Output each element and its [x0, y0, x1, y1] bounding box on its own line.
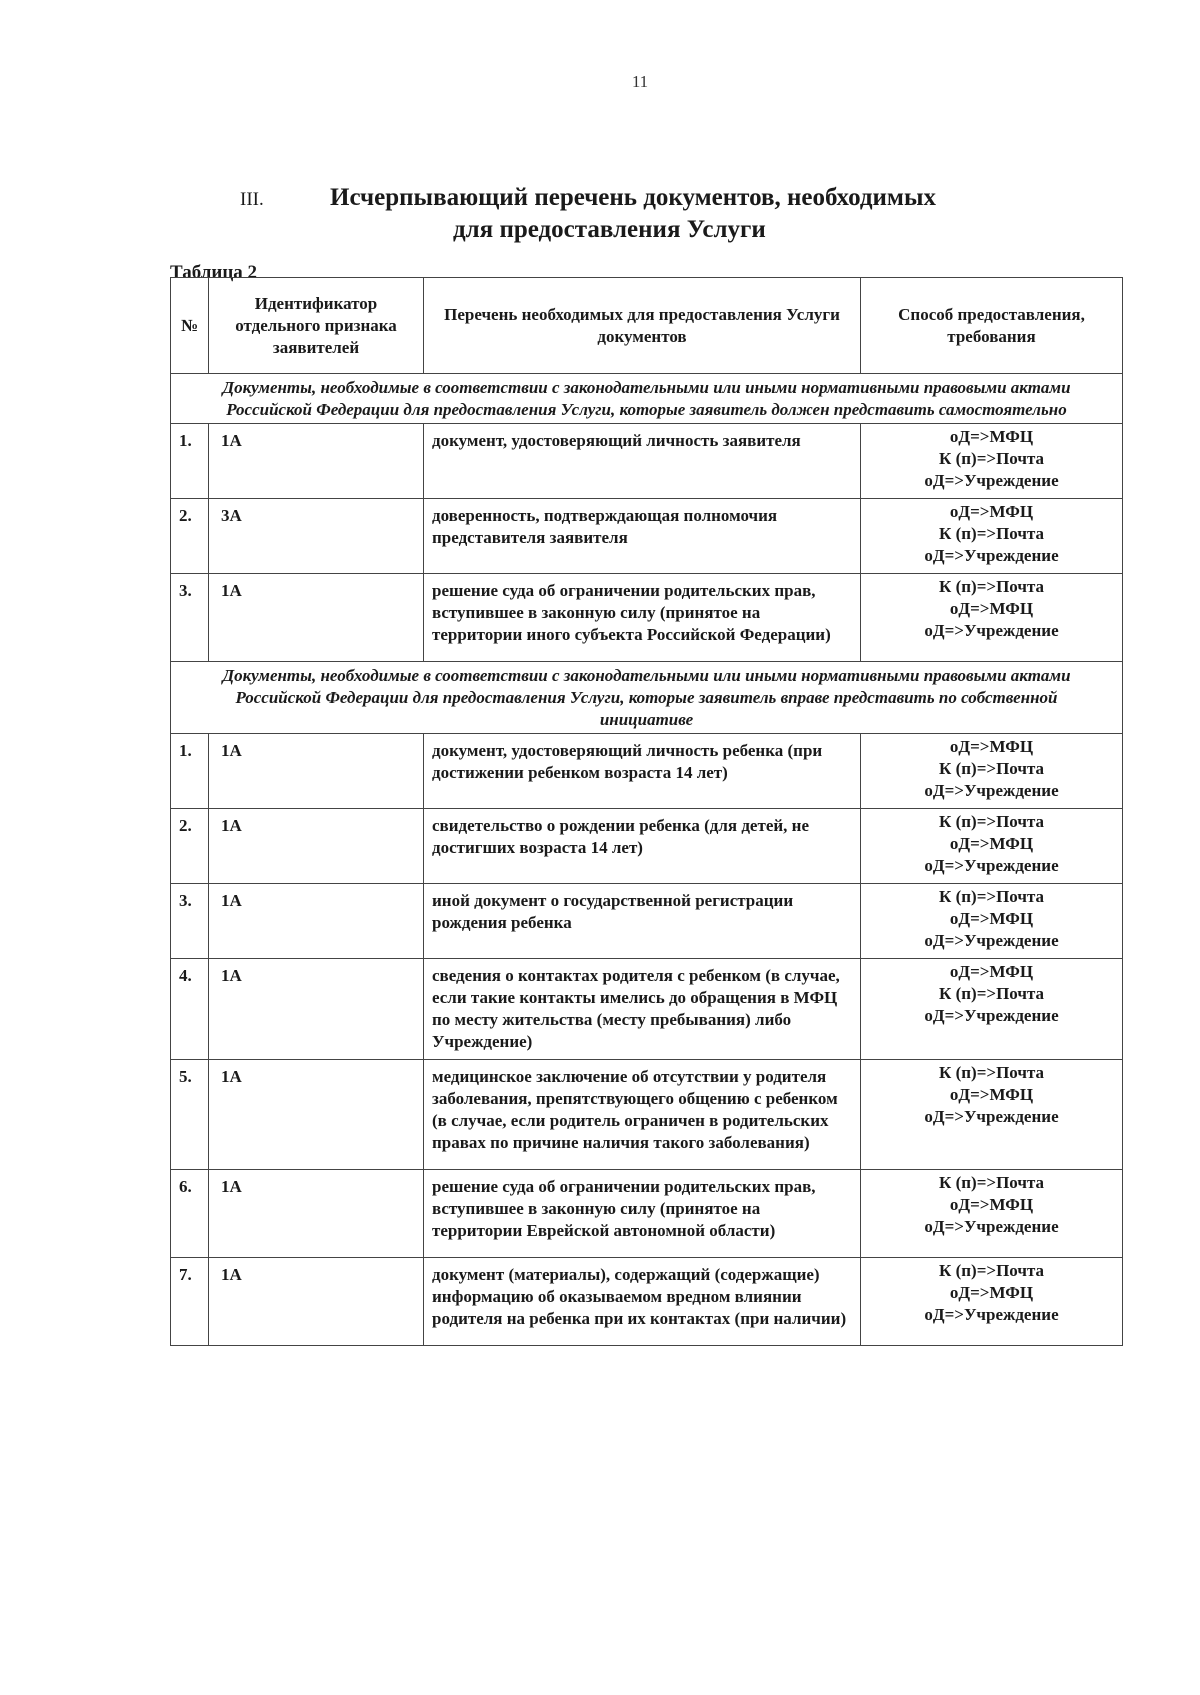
method-line: оД=>МФЦ: [949, 599, 1034, 618]
row-number: 3.: [171, 884, 209, 959]
method-line: оД=>Учреждение: [924, 781, 1059, 800]
table-header-row: [171, 278, 1123, 374]
header-number: №: [171, 278, 209, 374]
row-document: решение суда об ограничении родительских прав, вступившее в законную силу (принятое на территории иного субъекта Российской Федерации): [424, 574, 861, 662]
documents-table: [170, 277, 1123, 1346]
method-line: оД=>Учреждение: [924, 621, 1059, 640]
row-document: доверенность, подтверждающая полномочия представителя заявителя: [424, 499, 861, 574]
row-number: 3.: [171, 574, 209, 662]
row-number: 2.: [171, 499, 209, 574]
row-method: [861, 424, 1123, 499]
method-line: оД=>МФЦ: [949, 1195, 1034, 1214]
row-number: 6.: [171, 1170, 209, 1258]
table-row: [171, 574, 1123, 662]
row-identifier: 1А: [209, 574, 424, 662]
method-line: оД=>Учреждение: [924, 546, 1059, 565]
method-line: оД=>МФЦ: [949, 909, 1034, 928]
method-line: К (п)=>Почта: [939, 1261, 1044, 1280]
method-line: оД=>Учреждение: [924, 931, 1059, 950]
section-title: Документы, необходимые в соответствии с законодательными или иными нормативными правовыми актами Российской Федерации для предоставления Услуги, которые заявитель вправе представить по собственной инициативе: [171, 662, 1123, 734]
table-row: [171, 809, 1123, 884]
method-line: оД=>МФЦ: [949, 1085, 1034, 1104]
row-identifier: 1А: [209, 424, 424, 499]
header-identifier: Идентификатор отдельного признака заявителей: [209, 278, 424, 374]
row-number: 7.: [171, 1258, 209, 1346]
row-document: сведения о контактах родителя с ребенком (в случае, если такие контакты имелись до обращения в МФЦ по месту жительства (месту пребывания) либо Учреждение): [424, 959, 861, 1060]
row-document: документ (материалы), содержащий (содержащие) информацию об оказываемом вредном влиянии родителя на ребенка при их контактах (при наличии): [424, 1258, 861, 1346]
table-row: [171, 499, 1123, 574]
method-line: оД=>Учреждение: [924, 1217, 1059, 1236]
row-identifier: 1А: [209, 809, 424, 884]
method-line: оД=>МФЦ: [949, 1283, 1034, 1302]
row-document: свидетельство о рождении ребенка (для детей, не достигших возраста 14 лет): [424, 809, 861, 884]
method-line: оД=>Учреждение: [924, 1305, 1059, 1324]
row-document: решение суда об ограничении родительских прав, вступившее в законную силу (принятое на территории Еврейской автономной области): [424, 1170, 861, 1258]
table-caption: Таблица 2: [170, 262, 258, 283]
section-roman-numeral: III.: [240, 189, 264, 210]
method-line: К (п)=>Почта: [939, 449, 1044, 468]
method-line: оД=>МФЦ: [949, 962, 1034, 981]
method-line: К (п)=>Почта: [939, 984, 1044, 1003]
row-identifier: 1А: [209, 959, 424, 1060]
table-row: [171, 884, 1123, 959]
method-line: К (п)=>Почта: [939, 1173, 1044, 1192]
method-line: К (п)=>Почта: [939, 887, 1044, 906]
row-identifier: 1А: [209, 1060, 424, 1170]
method-line: К (п)=>Почта: [939, 524, 1044, 543]
table-row: [171, 734, 1123, 809]
row-method: [861, 884, 1123, 959]
row-method: [861, 1060, 1123, 1170]
row-method: [861, 1170, 1123, 1258]
method-line: оД=>МФЦ: [949, 834, 1034, 853]
table-row: [171, 1170, 1123, 1258]
row-document: медицинское заключение об отсутствии у родителя заболевания, препятствующего общению с ребенком (в случае, если родитель ограничен в родительских правах по причине наличия такого заболевания): [424, 1060, 861, 1170]
row-identifier: 3А: [209, 499, 424, 574]
method-line: К (п)=>Почта: [939, 577, 1044, 596]
row-document: документ, удостоверяющий личность ребенка (при достижении ребенком возраста 14 лет): [424, 734, 861, 809]
page-number: 11: [631, 72, 649, 91]
section-title-line1: Исчерпывающий перечень документов, необходимых: [330, 184, 936, 211]
table-row: [171, 1060, 1123, 1170]
row-identifier: 1А: [209, 884, 424, 959]
row-number: 1.: [171, 424, 209, 499]
header-documents: Перечень необходимых для предоставления Услуги документов: [424, 278, 861, 374]
method-line: К (п)=>Почта: [939, 1063, 1044, 1082]
section-row: [171, 374, 1123, 424]
row-identifier: 1А: [209, 734, 424, 809]
row-identifier: 1А: [209, 1258, 424, 1346]
row-identifier: 1А: [209, 1170, 424, 1258]
table-row: [171, 424, 1123, 499]
method-line: оД=>МФЦ: [949, 737, 1034, 756]
section-title-line2: для предоставления Услуги: [453, 216, 766, 243]
table-row: [171, 1258, 1123, 1346]
row-method: [861, 574, 1123, 662]
method-line: К (п)=>Почта: [939, 812, 1044, 831]
method-line: оД=>Учреждение: [924, 1006, 1059, 1025]
row-number: 2.: [171, 809, 209, 884]
section-title: Документы, необходимые в соответствии с законодательными или иными нормативными правовыми актами Российской Федерации для предоставления Услуги, которые заявитель должен представить самостоятельно: [171, 374, 1123, 424]
row-number: 5.: [171, 1060, 209, 1170]
method-line: оД=>МФЦ: [949, 427, 1034, 446]
method-line: оД=>Учреждение: [924, 856, 1059, 875]
method-line: оД=>Учреждение: [924, 471, 1059, 490]
row-number: 1.: [171, 734, 209, 809]
row-document: иной документ о государственной регистрации рождения ребенка: [424, 884, 861, 959]
row-method: [861, 809, 1123, 884]
table-row: [171, 959, 1123, 1060]
method-line: оД=>Учреждение: [924, 1107, 1059, 1126]
header-method: Способ предоставления, требования: [861, 278, 1123, 374]
row-method: [861, 1258, 1123, 1346]
row-number: 4.: [171, 959, 209, 1060]
row-method: [861, 734, 1123, 809]
row-method: [861, 499, 1123, 574]
method-line: К (п)=>Почта: [939, 759, 1044, 778]
method-line: оД=>МФЦ: [949, 502, 1034, 521]
section-row: [171, 662, 1123, 734]
row-method: [861, 959, 1123, 1060]
row-document: документ, удостоверяющий личность заявителя: [424, 424, 861, 499]
